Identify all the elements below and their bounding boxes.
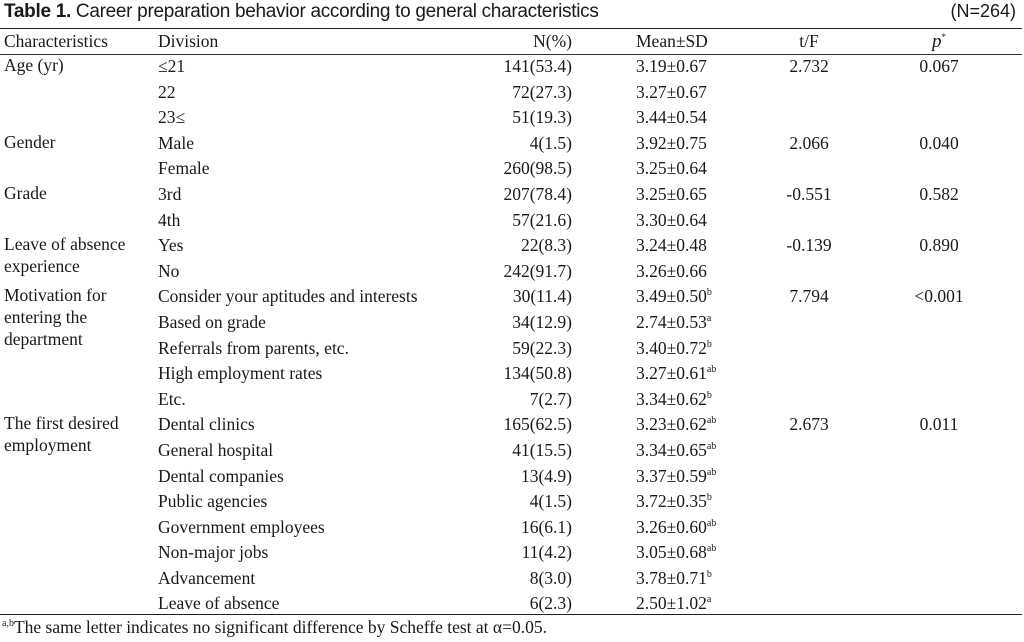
division-cell: Public agencies [158,491,268,512]
mean-sd-cell [572,387,762,413]
scheffe-superscript: ab [706,517,717,529]
p-value-cell: 0.890 [919,235,959,256]
division-cell: 22 [158,81,176,102]
scheffe-superscript: b [706,568,712,580]
mean-sd-cell [572,182,762,208]
tf-cell: 7.794 [789,286,829,307]
division-cell: Based on grade [158,311,266,332]
tf-cell: 2.673 [789,414,829,435]
n-pct-cell: 22(8.3) [520,235,572,256]
mean-sd-value: 3.19±0.67 [636,56,707,76]
n-pct-cell: 141(53.4) [503,56,572,76]
mean-sd-cell [572,438,762,464]
division-cell: High employment rates [158,363,323,384]
n-pct-cell: 134(50.8) [503,363,572,384]
table-row [0,54,1022,80]
mean-sd-value: 3.26±0.60 [636,516,707,537]
division-cell: 4th [158,209,181,230]
mean-sd-value: 3.27±0.67 [636,81,707,102]
table-caption-row [0,0,1024,26]
header-division: Division [158,31,219,51]
n-pct-cell: 4(1.5) [529,132,572,153]
mean-sd-cell [572,310,762,336]
n-pct-cell: 242(91.7) [503,260,572,281]
mean-sd-cell [572,105,762,131]
tf-cell: 2.066 [789,132,829,153]
table-footnote [2,617,547,638]
division-cell: No [158,260,180,281]
mean-sd-cell [572,489,762,515]
mean-sd-value: 3.44±0.54 [636,107,707,128]
mean-sd-value: 2.50±1.02 [636,593,707,614]
n-pct-cell: 30(11.4) [512,286,572,307]
scheffe-superscript: ab [706,364,717,376]
n-pct-cell: 34(12.9) [512,311,572,332]
scheffe-superscript: ab [706,440,717,452]
n-pct-cell: 59(22.3) [512,337,572,358]
n-pct-cell: 11(4.2) [521,542,572,563]
mean-sd-cell [572,412,762,438]
mean-sd-value: 3.78±0.71 [636,567,707,588]
results-table [0,29,1022,617]
scheffe-superscript: ab [706,543,717,555]
header-tf: t/F [799,31,819,51]
n-pct-cell: 207(78.4) [503,183,572,204]
characteristic-cell: Leave of absence experience [4,234,126,277]
mean-sd-value: 3.34±0.65 [636,439,707,460]
header-p [856,29,1022,54]
tf-cell: -0.551 [786,183,832,204]
table-label: Table 1. [4,1,71,22]
table-body [0,54,1022,617]
scheffe-superscript: b [706,338,712,350]
division-cell: Government employees [158,516,325,537]
footnote-mark: a,b [2,618,14,629]
n-pct-cell: 41(15.5) [512,439,572,460]
division-cell: 3rd [158,183,182,204]
scheffe-superscript: ab [706,415,717,427]
division-cell: Male [158,132,194,153]
table-row [0,131,1022,157]
tf-cell: -0.139 [786,235,832,256]
characteristic-cell: Motivation for entering the department [4,285,107,350]
division-cell: Dental companies [158,465,284,486]
n-pct-cell: 165(62.5) [503,414,572,435]
mean-sd-cell [572,515,762,541]
scheffe-superscript: b [706,287,712,299]
header-p-mark: * [941,32,946,42]
p-value-cell: 0.011 [919,414,959,435]
mean-sd-cell [572,361,762,387]
characteristic-cell: Grade [4,182,47,203]
table-row [0,284,1022,310]
n-pct-cell: 260(98.5) [503,158,572,179]
scheffe-superscript: a [706,594,712,606]
mean-sd-cell [572,566,762,592]
division-cell: General hospital [158,439,274,460]
mean-sd-value: 3.37±0.59 [636,465,707,486]
table-row [0,412,1022,438]
mean-sd-cell [572,259,762,285]
header-characteristics: Characteristics [4,31,108,51]
division-cell: Etc. [158,388,186,409]
header-mean-sd: Mean±SD [636,31,708,51]
table-caption [4,1,599,23]
table-row [0,182,1022,208]
header-row [0,29,1022,54]
characteristic-cell: The first desired employment [4,413,119,456]
mean-sd-value: 3.27±0.61 [636,363,707,384]
division-cell: ≤21 [158,56,186,76]
tf-cell: 2.732 [789,56,829,76]
n-pct-cell: 8(3.0) [529,567,572,588]
n-pct-cell: 4(1.5) [529,491,572,512]
mean-sd-value: 3.23±0.62 [636,414,707,435]
mean-sd-value: 3.25±0.65 [636,183,707,204]
mean-sd-cell [572,284,762,310]
mean-sd-value: 3.26±0.66 [636,260,707,281]
header-n-pct: N(%) [533,31,572,51]
mean-sd-value: 3.30±0.64 [636,209,707,230]
mean-sd-cell [572,80,762,106]
mean-sd-value: 3.34±0.62 [636,388,707,409]
division-cell: Consider your aptitudes and interests [158,286,418,307]
table-row [0,233,1022,259]
sample-size-label: (N=264) [950,1,1016,21]
mean-sd-cell [572,464,762,490]
mean-sd-cell [572,156,762,182]
n-pct-cell: 16(6.1) [520,516,572,537]
scheffe-superscript: a [706,312,712,324]
p-value-cell: 0.040 [919,132,959,153]
table-title: Career preparation behavior according to general characteristics [70,1,599,22]
mean-sd-value: 3.24±0.48 [636,235,707,256]
division-cell: Referrals from parents, etc. [158,337,349,358]
mean-sd-cell [572,336,762,362]
mean-sd-value: 3.40±0.72 [636,337,707,358]
mean-sd-cell [572,540,762,566]
division-cell: Dental clinics [158,414,255,435]
mean-sd-cell [572,591,762,617]
division-cell: Female [158,158,210,179]
n-pct-cell: 51(19.3) [512,107,572,128]
scheffe-superscript: b [706,492,712,504]
mean-sd-cell [572,233,762,259]
division-cell: Advancement [158,567,256,588]
n-pct-cell: 72(27.3) [512,81,572,102]
mean-sd-cell [572,54,762,80]
characteristic-cell: Age (yr) [4,55,64,75]
division-cell: 23≤ [158,107,186,128]
mean-sd-value: 3.05±0.68 [636,542,707,563]
characteristic-cell: Gender [4,131,56,152]
mean-sd-value: 3.92±0.75 [636,132,707,153]
mean-sd-value: 3.72±0.35 [636,491,707,512]
mean-sd-value: 2.74±0.53 [636,311,707,332]
p-value-cell: 0.582 [919,183,959,204]
mean-sd-value: 3.25±0.64 [636,158,707,179]
scheffe-superscript: b [706,389,712,401]
p-value-cell: 0.067 [919,56,959,76]
mean-sd-cell [572,208,762,234]
p-value-cell: <0.001 [914,286,964,307]
n-pct-cell: 57(21.6) [512,209,572,230]
n-pct-cell: 13(4.9) [520,465,572,486]
division-cell: Yes [158,235,184,256]
n-pct-cell: 6(2.3) [529,593,572,614]
n-pct-cell: 7(2.7) [529,388,572,409]
division-cell: Non-major jobs [158,542,269,563]
mean-sd-cell [572,131,762,157]
footnote-text: The same letter indicates no significant difference by Scheffe test at α=0.05. [13,617,547,637]
header-p-label: p [932,31,942,52]
mean-sd-value: 3.49±0.50 [636,286,707,307]
scheffe-superscript: ab [706,466,717,478]
division-cell: Leave of absence [158,593,280,614]
